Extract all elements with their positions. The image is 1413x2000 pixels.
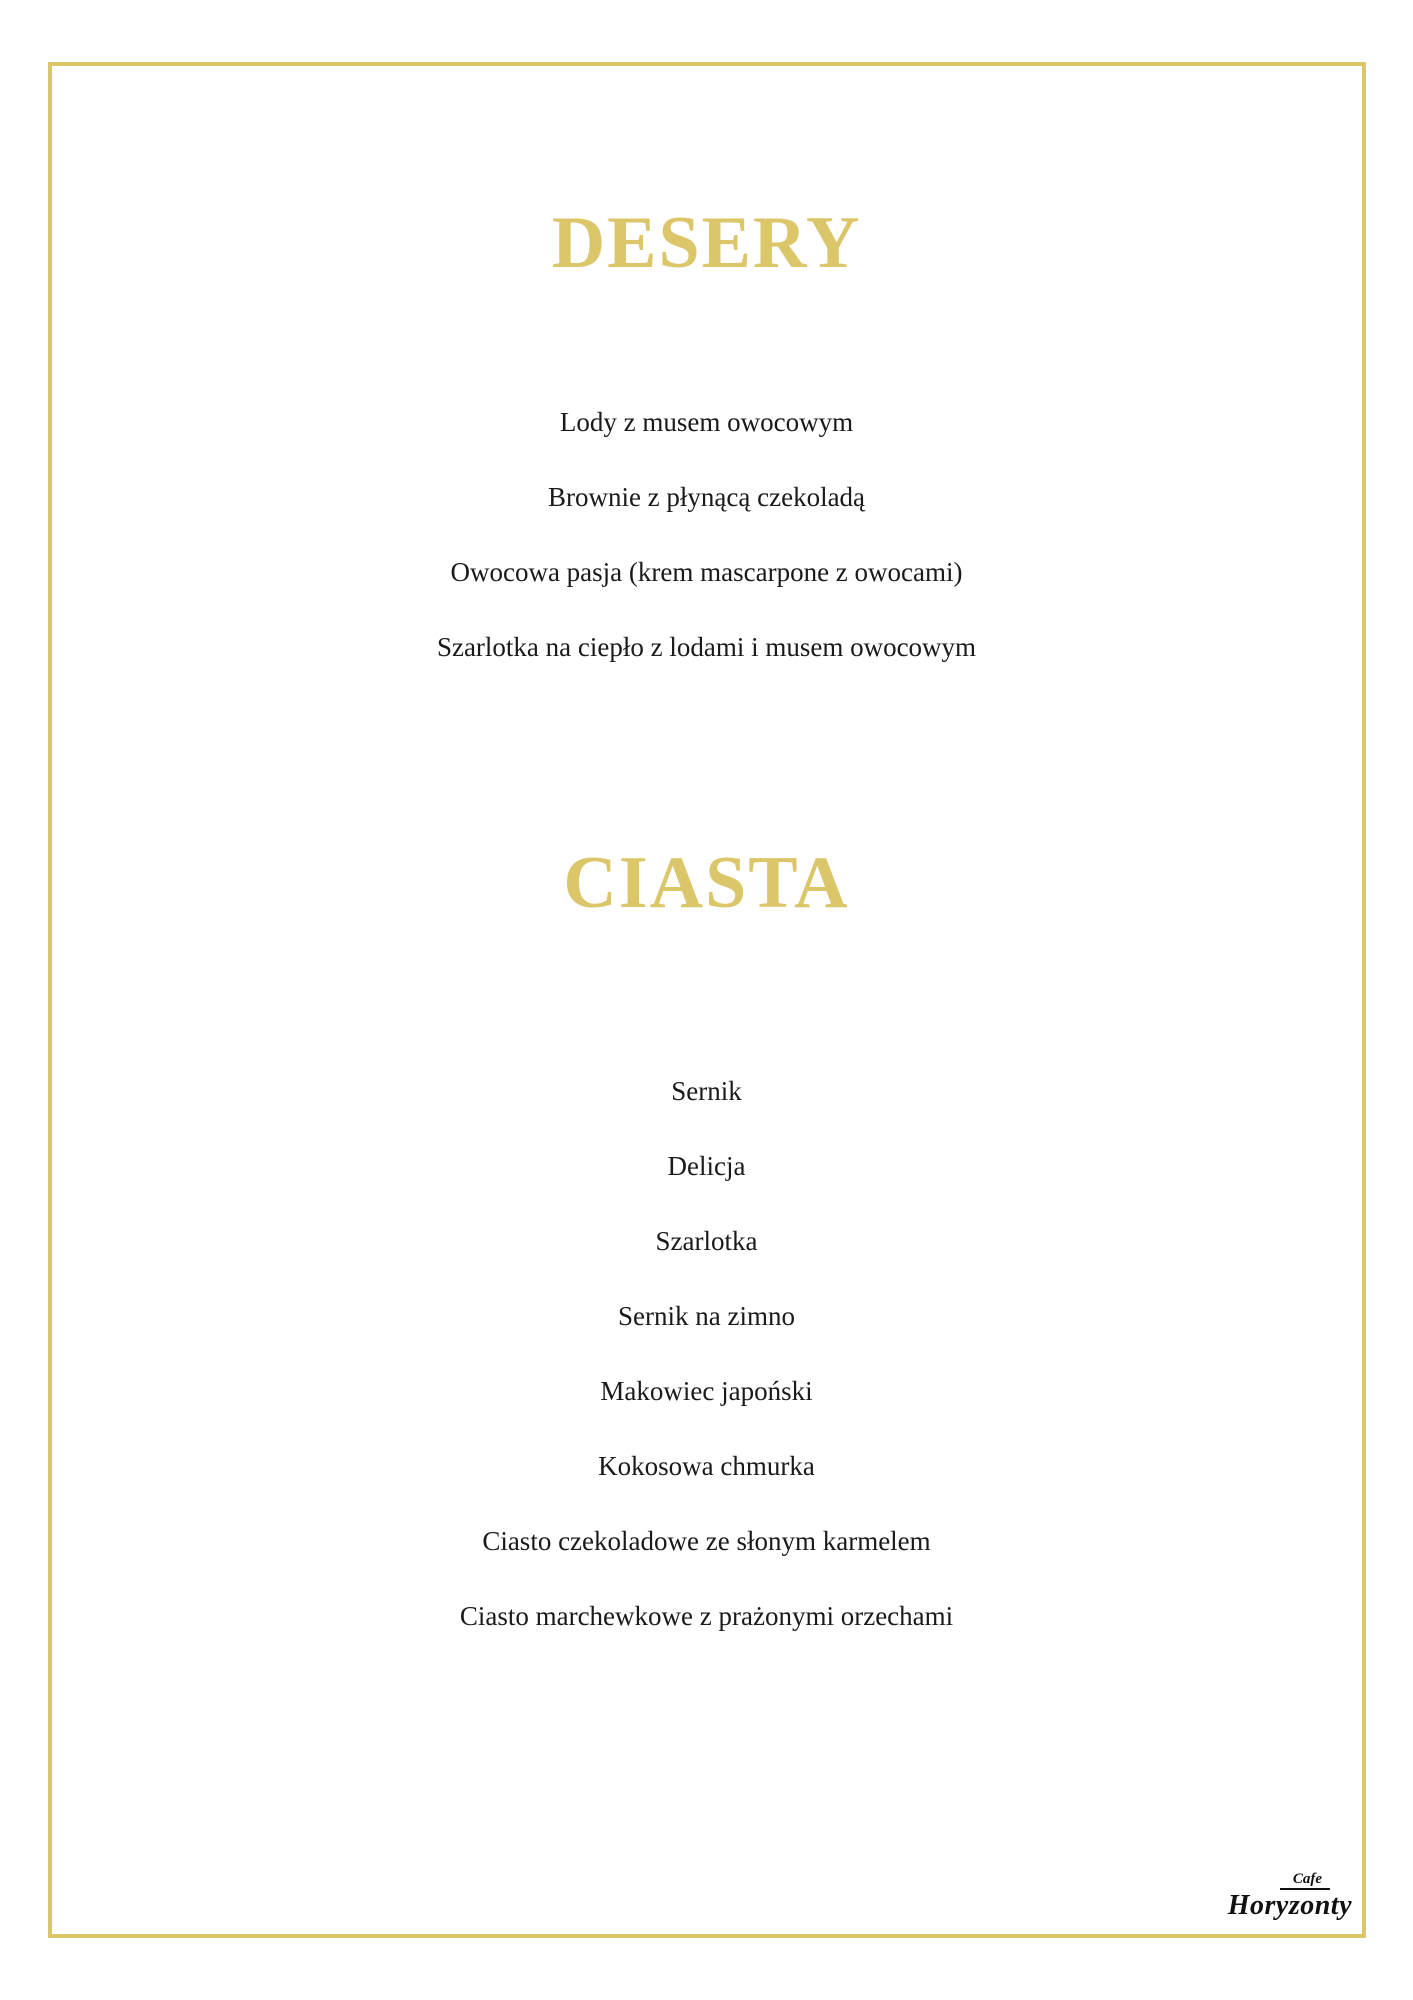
menu-item: Kokosowa chmurka [598, 1451, 815, 1481]
menu-item: Sernik na zimno [618, 1301, 795, 1331]
menu-item: Ciasto czekoladowe ze słonym karmelem [482, 1526, 931, 1556]
logo-main-text: Horyzonty [1227, 1890, 1352, 1921]
menu-item: Delicja [667, 1151, 746, 1181]
menu-item: Szarlotka [655, 1226, 758, 1256]
menu-item: Szarlotka na ciepło z lodami i musem owocowym [436, 632, 977, 662]
ciasta-list [0, 1054, 1413, 1654]
menu-item: Makowiec japoński [600, 1376, 813, 1406]
menu-item: Sernik [671, 1076, 742, 1106]
cafe-horyzonty-logo [1192, 1872, 1352, 1928]
desery-list [0, 385, 1413, 685]
page-border-frame [48, 62, 1366, 1938]
section-title-ciasta: CIASTA [563, 842, 850, 924]
menu-item: Brownie z płynącą czekoladą [547, 482, 866, 512]
menu-item: Ciasto marchewkowe z prażonymi orzechami [459, 1601, 954, 1631]
section-title-desery: DESERY [551, 202, 862, 284]
logo-cafe-text: Cafe [1292, 1871, 1322, 1887]
menu-item: Owocowa pasja (krem mascarpone z owocami) [450, 557, 963, 587]
menu-item: Lody z musem owocowym [559, 407, 854, 437]
